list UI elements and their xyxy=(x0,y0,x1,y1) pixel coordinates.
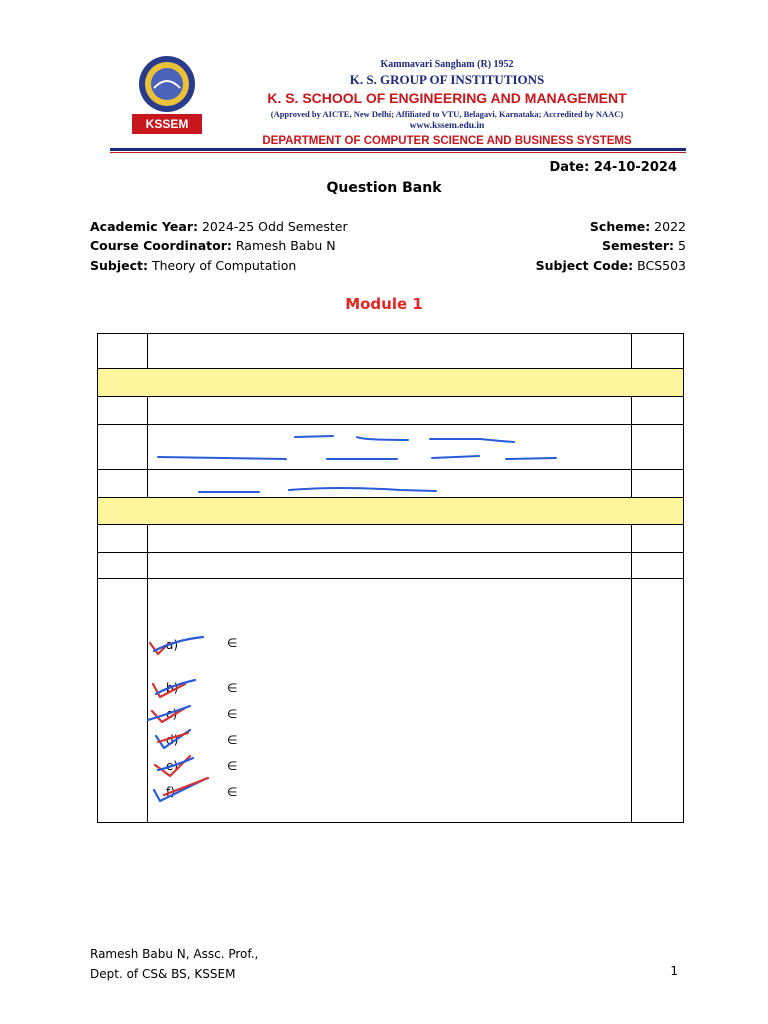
table-row xyxy=(98,397,684,425)
school-name: K. S. SCHOOL OF ENGINEERING AND MANAGEMENT xyxy=(267,90,627,106)
epsilon-symbol: ∈ xyxy=(227,681,238,695)
table-row xyxy=(98,553,684,579)
list-item-label: a) xyxy=(166,638,179,652)
epsilon-symbol: ∈ xyxy=(227,707,238,721)
course-coordinator: Course Coordinator: Ramesh Babu N xyxy=(90,238,336,253)
semester: Semester: 5 xyxy=(602,238,686,253)
table-row xyxy=(98,425,684,470)
epsilon-symbol: ∈ xyxy=(227,636,238,650)
page-number: 1 xyxy=(670,964,678,978)
module-heading: Module 1 xyxy=(345,295,423,313)
table-row xyxy=(98,470,684,498)
list-item-label: e) xyxy=(166,759,179,773)
list-item-label: f) xyxy=(166,785,175,799)
scheme: Scheme: 2022 xyxy=(589,219,686,234)
logo-text: KSSEM xyxy=(145,117,189,131)
subject-code: Subject Code: BCS503 xyxy=(535,258,686,273)
table-row xyxy=(98,579,684,823)
approval-line: (Approved by AICTE, New Delhi; Affiliated to VTU, Belagavi, Karnataka; Accredited by NAAC) xyxy=(270,109,624,119)
footer-department: Dept. of CS& BS, KSSEM xyxy=(90,967,236,981)
header-rule-red xyxy=(110,152,686,153)
list-item-label: b) xyxy=(166,681,179,695)
section-row-highlight xyxy=(98,498,684,525)
table-header-row xyxy=(98,334,684,369)
letterhead xyxy=(92,48,686,154)
kssem-logo xyxy=(132,54,202,136)
epsilon-symbol: ∈ xyxy=(227,785,238,799)
group-line: K. S. GROUP OF INSTITUTIONS xyxy=(349,72,545,87)
page-title: Question Bank xyxy=(326,180,442,196)
footer xyxy=(90,944,258,984)
department-name: DEPARTMENT OF COMPUTER SCIENCE AND BUSINESS SYSTEMS xyxy=(262,135,632,147)
question-table xyxy=(97,333,684,823)
section-row-highlight xyxy=(98,369,684,397)
footer-author: Ramesh Babu N, Assc. Prof., xyxy=(90,947,259,961)
sangham-line: Kammavari Sangham (R) 1952 xyxy=(380,59,514,70)
list-item-label: c) xyxy=(166,707,178,721)
epsilon-symbol: ∈ xyxy=(227,759,238,773)
table-row xyxy=(98,525,684,553)
subject: Subject: Theory of Computation xyxy=(90,258,297,273)
list-item-label: d) xyxy=(166,733,179,747)
epsilon-symbol: ∈ xyxy=(227,733,238,747)
document-date: Date: 24-10-2024 xyxy=(549,160,677,175)
website-link[interactable]: www.kssem.edu.in xyxy=(409,121,485,131)
academic-year: Academic Year: 2024-25 Odd Semester xyxy=(90,219,348,234)
header-rule-navy xyxy=(110,148,686,151)
